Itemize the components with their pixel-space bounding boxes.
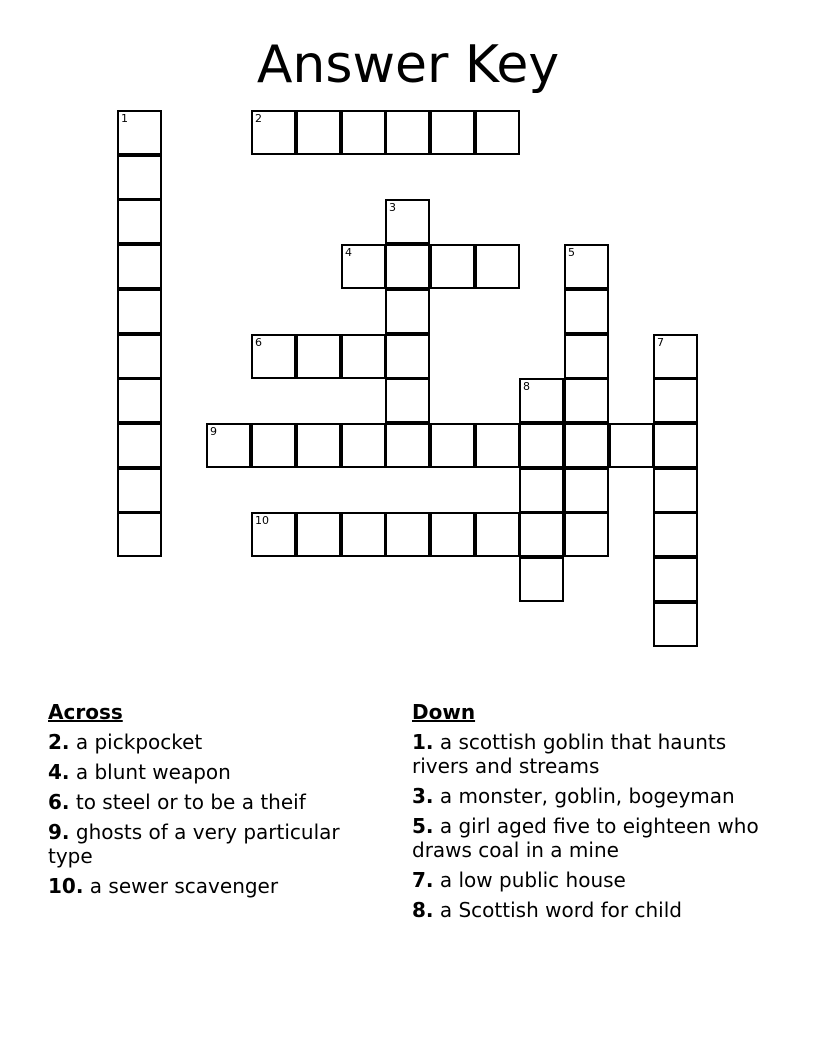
crossword-cell[interactable] xyxy=(653,378,698,423)
crossword-cell[interactable] xyxy=(117,334,162,379)
crossword-cell[interactable] xyxy=(475,244,520,289)
clue-text: a pickpocket xyxy=(75,730,203,754)
crossword-cell[interactable] xyxy=(385,244,430,289)
crossword-cell[interactable] xyxy=(385,334,430,379)
down-clue xyxy=(412,868,762,892)
crossword-cell[interactable] xyxy=(117,512,162,557)
crossword-cell[interactable] xyxy=(564,378,609,423)
crossword-cell[interactable] xyxy=(341,512,386,557)
down-clue xyxy=(412,784,762,808)
crossword-cell[interactable] xyxy=(117,244,162,289)
cell-number: 6 xyxy=(255,336,262,349)
across-clue xyxy=(48,790,388,814)
crossword-cell[interactable] xyxy=(430,244,475,289)
crossword-cell[interactable] xyxy=(653,334,698,379)
crossword-cell[interactable] xyxy=(564,244,609,289)
clue-text: a low public house xyxy=(439,868,626,892)
crossword-cell[interactable] xyxy=(519,557,564,602)
crossword-cell[interactable] xyxy=(519,423,564,468)
clue-text: a monster, goblin, bogeyman xyxy=(439,784,735,808)
clue-text: a girl aged five to eighteen who draws coal in a mine xyxy=(412,814,759,862)
clue-number: 5. xyxy=(412,814,434,838)
crossword-cell[interactable] xyxy=(519,468,564,513)
crossword-cell[interactable] xyxy=(475,423,520,468)
crossword-cell[interactable] xyxy=(117,289,162,334)
down-heading: Down xyxy=(412,700,476,724)
clue-text: to steel or to be a theif xyxy=(75,790,306,814)
crossword-cell[interactable] xyxy=(117,199,162,244)
crossword-cell[interactable] xyxy=(475,110,520,155)
clue-number: 2. xyxy=(48,730,70,754)
crossword-cell[interactable] xyxy=(564,334,609,379)
crossword-cell[interactable] xyxy=(430,423,475,468)
crossword-cell[interactable] xyxy=(385,110,430,155)
crossword-cell[interactable] xyxy=(653,512,698,557)
down-clue xyxy=(412,730,762,778)
crossword-cell[interactable] xyxy=(564,289,609,334)
crossword-cell[interactable] xyxy=(117,423,162,468)
crossword-cell[interactable] xyxy=(296,334,341,379)
crossword-cell[interactable] xyxy=(341,244,386,289)
cell-number: 2 xyxy=(255,112,262,125)
clue-number: 1. xyxy=(412,730,434,754)
clue-text: a sewer scavenger xyxy=(89,874,279,898)
crossword-cell[interactable] xyxy=(206,423,251,468)
clue-number: 3. xyxy=(412,784,434,808)
clue-number: 6. xyxy=(48,790,70,814)
crossword-cell[interactable] xyxy=(251,110,296,155)
clue-number: 4. xyxy=(48,760,70,784)
cell-number: 8 xyxy=(523,380,530,393)
crossword-cell[interactable] xyxy=(296,423,341,468)
crossword-cell[interactable] xyxy=(385,512,430,557)
across-heading: Across xyxy=(48,700,123,724)
crossword-cell[interactable] xyxy=(653,468,698,513)
cell-number: 10 xyxy=(255,514,269,527)
cell-number: 5 xyxy=(568,246,575,259)
crossword-cell[interactable] xyxy=(519,378,564,423)
clue-text: a Scottish word for child xyxy=(439,898,682,922)
crossword-cell[interactable] xyxy=(251,334,296,379)
crossword-cell[interactable] xyxy=(475,512,520,557)
page-title: Answer Key xyxy=(256,35,560,95)
across-clue xyxy=(48,760,388,784)
crossword-cell[interactable] xyxy=(341,110,386,155)
cell-number: 1 xyxy=(121,112,128,125)
clue-number: 10. xyxy=(48,874,84,898)
clue-number: 8. xyxy=(412,898,434,922)
crossword-cell[interactable] xyxy=(341,423,386,468)
crossword-cell[interactable] xyxy=(341,334,386,379)
across-clues xyxy=(48,700,388,904)
clue-text: a blunt weapon xyxy=(75,760,231,784)
down-clue xyxy=(412,814,762,862)
down-clue xyxy=(412,898,762,922)
crossword-cell[interactable] xyxy=(519,512,564,557)
crossword-cell[interactable] xyxy=(564,423,609,468)
crossword-cell[interactable] xyxy=(653,423,698,468)
down-clues xyxy=(412,700,762,928)
across-clue xyxy=(48,820,388,868)
crossword-cell[interactable] xyxy=(609,423,654,468)
crossword-cell[interactable] xyxy=(564,512,609,557)
crossword-cell[interactable] xyxy=(430,110,475,155)
crossword-cell[interactable] xyxy=(430,512,475,557)
crossword-cell[interactable] xyxy=(653,557,698,602)
clue-number: 7. xyxy=(412,868,434,892)
crossword-cell[interactable] xyxy=(117,155,162,200)
cell-number: 7 xyxy=(657,336,664,349)
across-clue xyxy=(48,730,388,754)
clue-number: 9. xyxy=(48,820,70,844)
crossword-cell[interactable] xyxy=(251,423,296,468)
crossword-cell[interactable] xyxy=(385,199,430,244)
crossword-cell[interactable] xyxy=(117,110,162,155)
crossword-cell[interactable] xyxy=(251,512,296,557)
cell-number: 4 xyxy=(345,246,352,259)
crossword-cell[interactable] xyxy=(385,289,430,334)
cell-number: 3 xyxy=(389,201,396,214)
crossword-cell[interactable] xyxy=(117,378,162,423)
crossword-cell[interactable] xyxy=(117,468,162,513)
crossword-cell[interactable] xyxy=(385,423,430,468)
clue-text: a scottish goblin that haunts rivers and streams xyxy=(412,730,727,778)
clue-text: ghosts of a very particular type xyxy=(48,820,340,868)
crossword-cell[interactable] xyxy=(653,602,698,647)
crossword-cell[interactable] xyxy=(385,378,430,423)
crossword-cell[interactable] xyxy=(296,512,341,557)
cell-number: 9 xyxy=(210,425,217,438)
across-clue xyxy=(48,874,388,898)
crossword-cell[interactable] xyxy=(564,468,609,513)
crossword-cell[interactable] xyxy=(296,110,341,155)
